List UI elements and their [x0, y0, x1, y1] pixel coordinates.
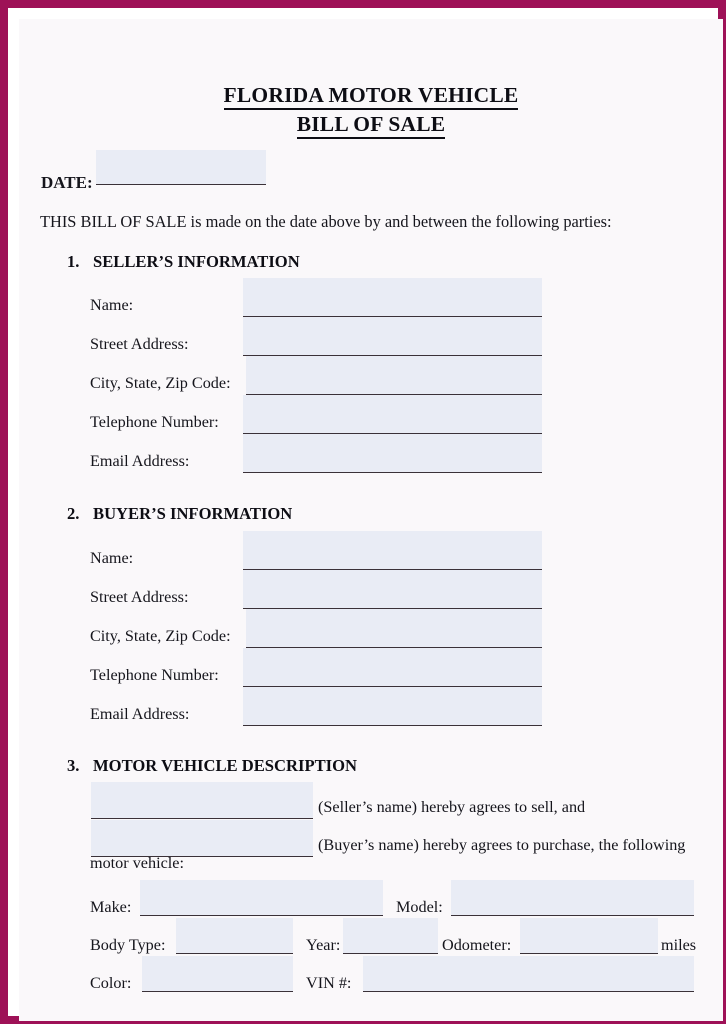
page-title-line-2-text: BILL OF SALE — [297, 112, 446, 139]
page-title-line-1-text: FLORIDA MOTOR VEHICLE — [224, 83, 519, 110]
odometer-unit-label: miles — [661, 936, 697, 954]
seller-email-label: Email Address: — [90, 452, 190, 470]
body-type-input[interactable] — [176, 918, 293, 954]
seller-name-label: Name: — [90, 296, 134, 314]
buyer-name-label: Name: — [90, 549, 134, 567]
buyer-street-address-input[interactable] — [243, 570, 542, 609]
vehicle-buyer-name-input[interactable] — [91, 820, 313, 857]
buyer-street-address-label: Street Address: — [90, 588, 189, 606]
seller-city-state-zip-input[interactable] — [246, 356, 542, 395]
buyer-name-input[interactable] — [243, 531, 542, 570]
buyer-email-label: Email Address: — [90, 705, 190, 723]
date-label: DATE: — [41, 173, 93, 192]
make-label: Make: — [90, 898, 132, 916]
seller-telephone-label: Telephone Number: — [90, 413, 219, 431]
vehicle-continuation-text: motor vehicle: — [90, 854, 184, 872]
vehicle-buyer-clause: (Buyer’s name) hereby agrees to purchase, the following — [318, 836, 686, 854]
vehicle-seller-clause: (Seller’s name) hereby agrees to sell, and — [318, 798, 586, 816]
year-label: Year: — [306, 936, 341, 954]
seller-section-number: 1. — [67, 252, 80, 271]
seller-telephone-input[interactable] — [243, 395, 542, 434]
vehicle-section-heading: MOTOR VEHICLE DESCRIPTION — [93, 756, 358, 775]
page-title-line-2 — [19, 112, 723, 137]
seller-email-input[interactable] — [243, 434, 542, 473]
buyer-section-number: 2. — [67, 504, 80, 523]
date-input[interactable] — [96, 150, 266, 185]
model-input[interactable] — [451, 880, 694, 916]
seller-street-address-input[interactable] — [243, 317, 542, 356]
page-margin — [8, 8, 718, 1016]
seller-name-input[interactable] — [243, 278, 542, 317]
page-title-line-1 — [19, 83, 723, 108]
make-input[interactable] — [140, 880, 383, 916]
seller-street-address-label: Street Address: — [90, 335, 189, 353]
body-type-label: Body Type: — [90, 936, 166, 954]
buyer-email-input[interactable] — [243, 687, 542, 726]
vehicle-seller-name-input[interactable] — [91, 782, 313, 819]
model-label: Model: — [396, 898, 443, 916]
vin-input[interactable] — [363, 956, 694, 992]
seller-section-heading: SELLER’S INFORMATION — [93, 252, 300, 271]
color-input[interactable] — [142, 956, 293, 992]
seller-city-state-zip-label: City, State, Zip Code: — [90, 374, 231, 392]
vin-label: VIN #: — [306, 974, 352, 992]
odometer-input[interactable] — [520, 918, 658, 954]
odometer-label: Odometer: — [442, 936, 512, 954]
buyer-telephone-input[interactable] — [243, 648, 542, 687]
color-label: Color: — [90, 974, 132, 992]
year-input[interactable] — [343, 918, 438, 954]
intro-paragraph: THIS BILL OF SALE is made on the date above by and between the following parties: — [40, 212, 612, 231]
buyer-telephone-label: Telephone Number: — [90, 666, 219, 684]
vehicle-section-number: 3. — [67, 756, 80, 775]
bill-of-sale-page — [19, 19, 723, 1021]
buyer-city-state-zip-input[interactable] — [246, 609, 542, 648]
buyer-city-state-zip-label: City, State, Zip Code: — [90, 627, 231, 645]
buyer-section-heading: BUYER’S INFORMATION — [93, 504, 293, 523]
